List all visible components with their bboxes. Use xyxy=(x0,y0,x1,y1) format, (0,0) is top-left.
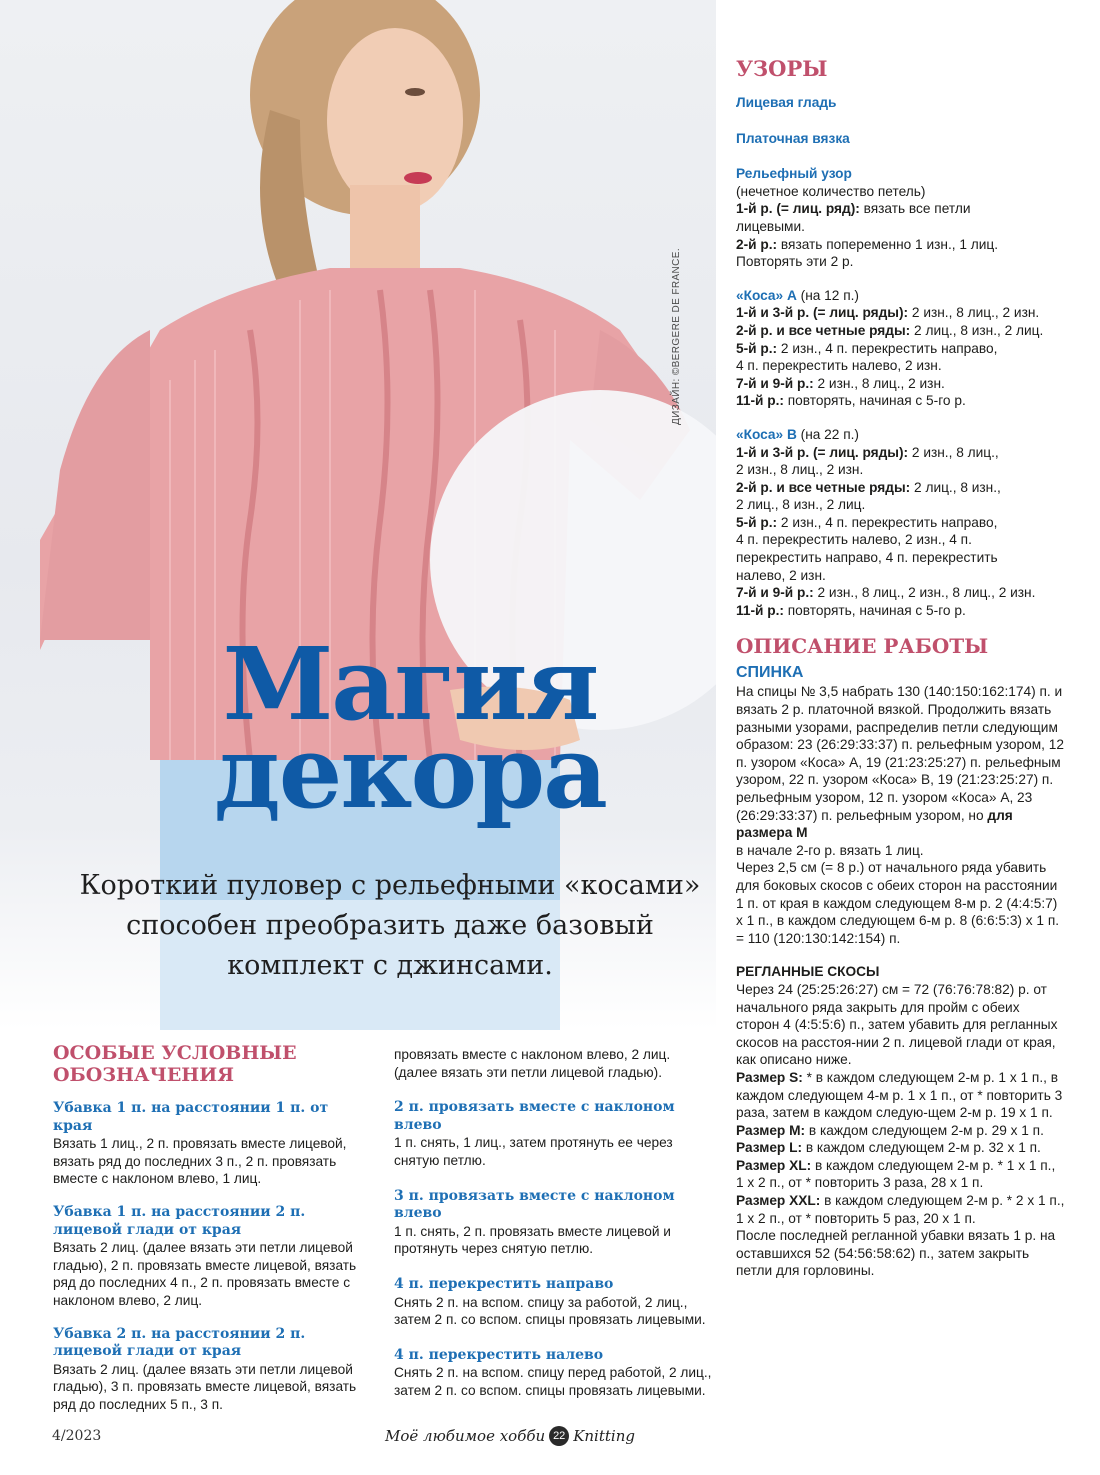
symbol-title: 4 п. перекрестить налево xyxy=(394,1346,604,1363)
text-line: 2 лиц., 8 изн., 2 лиц. xyxy=(736,497,866,513)
symbol-text: Снять 2 п. на вспом. спицу перед работой, 2 лиц., затем 2 п. со вспом. спицы провязать лицевыми. xyxy=(394,1365,712,1398)
text-line: 7-й и 9-й р.: 2 изн., 8 лиц., 2 изн. xyxy=(736,375,945,391)
text-line: 4 п. перекрестить налево, 2 изн., 4 п. xyxy=(736,532,972,548)
page-number: 22 xyxy=(549,1426,569,1446)
text-line: 1-й р. (= лиц. ряд): вязать все петли xyxy=(736,201,971,217)
end-text: После последней регланной убавки вязать 1 р. на оставшихся 52 (54:56:58:62) п., затем закрыть петли для горловины. xyxy=(736,1228,1056,1279)
back-title: СПИНКА xyxy=(736,664,804,682)
symbol-text: 1 п. снять, 1 лиц., затем протянуть ее через снятую петлю. xyxy=(394,1135,673,1168)
cable-a-title: «Коса» А (на 12 п.) xyxy=(736,287,859,303)
article-subtitle: Короткий пуловер с рельефными «косами» способен преобразить даже базовый комплект с джинсами. xyxy=(79,870,701,981)
size-m: Размер М: в каждом следующем 2-м р. 29 х 1 п. xyxy=(736,1122,1044,1138)
text-line: (нечетное количество петель) xyxy=(736,183,926,199)
text-line: 4 п. перекрестить налево, 2 изн. xyxy=(736,358,942,374)
symbol-title: 2 п. провязать вместе с наклоном влево xyxy=(394,1099,675,1133)
footer-magazine xyxy=(385,1426,635,1446)
issue-number: 4/2023 xyxy=(52,1428,102,1444)
symbol-text: Вязать 2 лиц. (далее вязать эти петли лицевой гладью), 2 п. провязать вместе лицевой, вязать ряд до последних 4 п., 2 п. провязать вместе с наклоном влево, 2 лиц. xyxy=(53,1240,357,1308)
text-line: 1-й и 3-й р. (= лиц. ряды): 2 изн., 8 лиц., xyxy=(736,444,999,460)
text-line: 2-й р. и все четные ряды: 2 лиц., 8 изн., xyxy=(736,479,1001,495)
text-line: 1-й и 3-й р. (= лиц. ряды): 2 изн., 8 лиц., 2 изн. xyxy=(736,305,1040,321)
symbol-title: 4 п. перекрестить направо xyxy=(394,1275,614,1292)
left-column xyxy=(53,1042,371,1414)
symbols-heading: ОСОБЫЕ УСЛОВНЫЕ ОБОЗНАЧЕНИЯ xyxy=(53,1042,297,1086)
symbol-text: Вязать 2 лиц. (далее вязать эти петли лицевой гладью), 3 п. провязать вместе лицевой, вязать ряд до последних 5 п., 3 п. xyxy=(53,1361,357,1412)
symbol-title: Убавка 2 п. на расстоянии 2 п. лицевой глади от края xyxy=(53,1325,306,1360)
back-text-2: в начале 2-го р. вязать 1 лиц. xyxy=(736,842,924,858)
raglan-title: РЕГЛАННЫЕ СКОСЫ xyxy=(736,964,880,980)
size-l: Размер L: в каждом следующем 2-м р. 32 х 1 п. xyxy=(736,1140,1041,1156)
text-line: лицевыми. xyxy=(736,218,805,234)
text-line: 11-й р.: повторять, начиная с 5-го р. xyxy=(736,602,966,618)
symbol-text: Снять 2 п. на вспом. спицу за работой, 2 лиц., затем 2 п. со вспом. спицы провязать лицевыми. xyxy=(394,1294,706,1328)
symbol-title: Убавка 1 п. на расстоянии 2 п. лицевой глади от края xyxy=(53,1203,306,1238)
text-line: перекрестить направо, 4 п. перекрестить xyxy=(736,550,998,566)
text-line: налево, 2 изн. xyxy=(736,567,826,583)
brand-name: Knitting xyxy=(573,1427,635,1445)
middle-column xyxy=(394,1046,716,1400)
pattern-title: Лицевая гладь xyxy=(736,95,837,110)
text-line: 2 изн., 8 лиц., 2 изн. xyxy=(736,462,864,478)
work-heading: ОПИСАНИЕ РАБОТЫ xyxy=(736,634,989,659)
patterns-heading: УЗОРЫ xyxy=(736,56,828,81)
text-line: 2-й р.: вязать попеременно 1 изн., 1 лиц. xyxy=(736,236,999,252)
pattern-title: Рельефный узор xyxy=(736,166,852,182)
symbol-text: 1 п. снять, 2 п. провязать вместе лицевой и протянуть через снятую петлю. xyxy=(394,1223,671,1257)
text-line: 2-й р. и все четные ряды: 2 лиц., 8 изн., 2 лиц. xyxy=(736,322,1044,338)
text-line: Повторять эти 2 р. xyxy=(736,254,854,270)
pattern-title: Платочная вязка xyxy=(736,130,850,146)
symbol-text: провязать вместе с наклоном влево, 2 лиц. (далее вязать эти петли лицевой гладью). xyxy=(394,1047,671,1080)
article-title: Магия декора xyxy=(214,625,606,831)
right-column xyxy=(736,56,1066,1280)
text-line: 5-й р.: 2 изн., 4 п. перекрестить направо, xyxy=(736,340,998,356)
text-line: 11-й р.: повторять, начиная с 5-го р. xyxy=(736,393,966,409)
symbol-title: Убавка 1 п. на расстоянии 1 п. от края xyxy=(53,1100,329,1134)
text-line: 7-й и 9-й р.: 2 изн., 8 лиц., 2 изн., 8 лиц., 2 изн. xyxy=(736,585,1036,601)
text-line: 5-й р.: 2 изн., 4 п. перекрестить направо, xyxy=(736,514,998,530)
photo-credit: ДИЗАЙН: ©BERGERE DE FRANCE. xyxy=(671,247,682,425)
symbol-title: 3 п. провязать вместе с наклоном влево xyxy=(394,1187,675,1222)
symbol-text: Вязать 1 лиц., 2 п. провязать вместе лицевой, вязать ряд до последних 3 п., 2 п. провязать вместе с наклоном влево, 1 лиц. xyxy=(53,1136,347,1187)
size-xxl: Размер XXL: в каждом следующем 2-м р. * 2 х 1 п., 1 х 2 п., от * повторить 5 раз, 20 х 1 п. xyxy=(736,1193,1065,1226)
cable-b-title: «Коса» В (на 22 п.) xyxy=(736,426,859,442)
magazine-name: Моё любимое хобби xyxy=(385,1427,546,1445)
back-text: На спицы № 3,5 набрать 130 (140:150:162:174) п. и вязать 2 р. платочной вязкой. Продолжить вязать разными узорами, распределив петли следующим образом: 23 (26:29:33:37) п. рельефным узором, 12 п. узором «Коса» А, 19 (21:23:25:27) п. рельефным узором, 22 п. узором «Коса» В, 19 (21:23:25:27) п. рельефным узором, 12 п. узором «Коса» А, 23 (26:29:33:37) п. рельефным узором, но для размера М xyxy=(736,684,1064,841)
size-xl: Размер XL: в каждом следующем 2-м р. * 1 х 1 п., 1 х 2 п., от * повторить 3 раза, 28 х 1 п. xyxy=(736,1157,1056,1191)
size-s: Размер S: * в каждом следующем 2-м р. 1 х 1 п., в каждом следующем 4-м р. 1 х 1 п., от * повторить 3 раза, затем в каждом следую-щем 2-м р. 19 х 1 п. xyxy=(736,1069,1063,1121)
cover-photo xyxy=(0,0,716,1030)
back-text-3: Через 2,5 см (= 8 р.) от начального ряда убавить для боковых скосов с обеих сторон на расстоянии 1 п. от края в каждом следующем 8-м р. 2 (4:4:5:7) х 1 п., в каждом следующем 6-м р. 8 (6:6:5:3) х 1 п. = 110 (120:130:142:154) п. xyxy=(736,860,1060,946)
raglan-text: Через 24 (25:25:26:27) см = 72 (76:76:78:82) р. от начального ряда закрыть для пройм с обеих сторон 4 (4:5:5:6) п., затем убавить для регланных скосов на расстоя-нии 2 п. лицевой глади от края, как описано ниже. xyxy=(736,981,1058,1068)
